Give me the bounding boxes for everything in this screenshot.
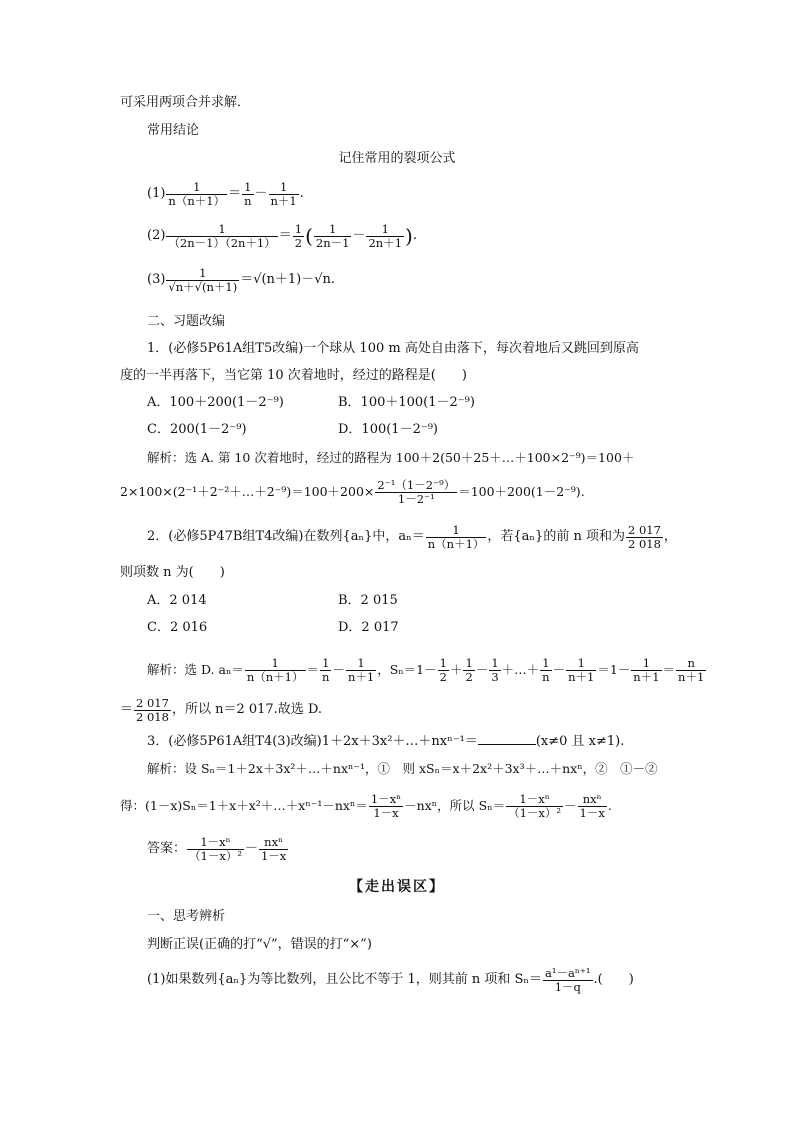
q1-solution-line2: 2×100×(2⁻¹＋2⁻²＋…＋2⁻⁹)＝100＋200× $\frac{\text{2⁻¹（1－2⁻⁹）}}{\text{1－2⁻¹}}$ ＝100＋200(1－2⁻⁹). [120, 477, 585, 506]
fraction: $\frac{1}{n(n+1)}$ [168, 179, 226, 208]
judge-instruction: 判断正误(正确的打“√”，错误的打“×”) [147, 937, 372, 952]
error-zone-heading: 【走出误区】 [349, 879, 445, 895]
fraction: $\frac{n}{n+1}$ [678, 655, 705, 684]
q3-answer: 答案： $\frac{\text{1－xⁿ}}{\text{（1－x）²}}$ － $\frac{\text{nxⁿ}}{1-x}$ [147, 834, 287, 863]
q2-line1: 2．(必修5P47B组T4改编)在数列{aₙ}中，aₙ＝ $\frac{1}{n(n+1)}$ ，若{aₙ}的前 n 项和为 $\frac{2 017}{2 018}$ ， [147, 522, 677, 551]
fraction: $\frac{1}{(2n-1)(2n+1)}$ [168, 221, 276, 250]
fraction: $\frac{1}{n}$ [322, 655, 330, 684]
section-exercises: 二、习题改编 [147, 314, 226, 329]
fraction: $\frac{1}{n(n+1)}$ [427, 522, 485, 551]
fraction: $\frac{\text{1－xⁿ}}{\text{（1－x）²}}$ [508, 791, 562, 820]
q2-option-a: A．2 014 [147, 593, 207, 608]
fraction: $\frac{1}{n+1}$ [347, 655, 375, 684]
fraction: $\frac{1}{2n+1}$ [368, 221, 403, 250]
formula-label: (2) [147, 228, 166, 243]
section-thinking: 一、思考辨析 [147, 909, 226, 924]
q2-option-c: C．2 016 [147, 620, 208, 635]
fraction: $\frac{1}{n+1}$ [270, 179, 297, 208]
fraction: $\frac{1}{2}$ [294, 221, 303, 250]
formula-label: (1) [147, 186, 166, 201]
q2-option-d: D．2 017 [338, 620, 399, 635]
common-conclusion-title: 常用结论 [147, 123, 200, 138]
answer-blank[interactable] [478, 732, 536, 745]
q2-solution-line1: 解析：选 D. aₙ＝ $\frac{1}{n(n+1)}$ ＝ $\frac{1}{n}$ － $\frac{1}{n+1}$ ， Sₙ＝1－ $\frac{1}{2}$ ＋ $\frac{1}{2}$ － $\frac{1}{3}$ ＋…＋ $\frac{1}{n}$ － $\frac{1}{n+1}$ ＝1－ $\frac{1}{n+1}$ ＝ $\frac{n}{n+1}$ [147, 655, 705, 684]
q1-solution-line1: 解析：选 A. 第 10 次着地时，经过的路程为 100＋2(50＋25＋…＋100×2⁻⁹)＝100＋ [147, 450, 635, 465]
fraction: $\frac{1}{√n+√(n+1)}$ [168, 265, 238, 294]
fraction: $\frac{1}{2}$ [439, 655, 447, 684]
formula-2: (2) $\frac{1}{(2n-1)(2n+1)}$ ＝ $\frac{1}{2}$ ( $\frac{1}{2n-1}$ － $\frac{1}{2n+1}$ ) . [147, 221, 417, 250]
fraction: $\frac{1}{2}$ [465, 655, 473, 684]
q1-line1: 1．(必修5P61A组T5改编)一个球从 100 m 高处自由落下，每次着地后又跳回到原高 [147, 341, 639, 356]
fraction: $\frac{\text{nxⁿ}}{1-x}$ [579, 791, 605, 820]
fraction: $\frac{1}{n+1}$ [568, 655, 595, 684]
fraction: $\frac{\text{2⁻¹（1－2⁻⁹）}}{\text{1－2⁻¹}}$ [377, 477, 456, 506]
intro-line: 可采用两项合并求解． [120, 95, 251, 110]
formula-label: (3) [147, 272, 166, 287]
fraction: $\frac{2 017}{2 018}$ [136, 695, 169, 724]
q1-line2: 度的一半再落下，当它第 10 次着地时，经过的路程是( ) [120, 368, 467, 383]
q3-solution-line2: 得：(1－x)Sₙ＝1＋x＋x²＋…＋xⁿ⁻¹－nxⁿ＝ $\frac{\text{1－xⁿ}}{1-x}$ －nxⁿ，所以 Sₙ＝ $\frac{\text{1－xⁿ}}{\text{（1－x）²}}$ － $\frac{\text{nxⁿ}}{1-x}$ . [120, 791, 612, 820]
fraction: $\frac{1}{2n-1}$ [315, 221, 350, 250]
q3-line1: 3．(必修5P61A组T4(3)改编)1＋2x＋3x²＋…＋nxⁿ⁻¹＝ (x≠0 且 x≠1). [147, 734, 625, 749]
q1-option-d: D．100(1－2⁻⁹) [338, 422, 438, 437]
fraction: $\frac{\text{1－xⁿ}}{\text{（1－x）²}}$ [189, 834, 242, 863]
fraction: $\frac{1}{n+1}$ [633, 655, 660, 684]
q1-option-a: A．100＋200(1－2⁻⁹) [147, 395, 284, 410]
fraction: $\frac{1}{3}$ [491, 655, 499, 684]
item-1: (1)如果数列{aₙ}为等比数列，且公比不等于 1，则其前 n 项和 Sₙ＝ $\frac{\text{a¹－aⁿ⁺¹}}{1-q}$ .( ) [147, 965, 634, 994]
fraction: $\frac{1}{n}$ [244, 179, 252, 208]
fraction: $\frac{1}{n}$ [542, 655, 550, 684]
formula-3: (3) $\frac{1}{√n+√(n+1)}$ ＝√(n＋1)－√n. [147, 265, 336, 294]
q1-option-c: C．200(1－2⁻⁹) [147, 422, 247, 437]
fraction: $\frac{\text{nxⁿ}}{1-x}$ [260, 834, 287, 863]
formula-title: 记住常用的裂项公式 [338, 151, 456, 166]
fraction: $\frac{\text{1－xⁿ}}{1-x}$ [370, 791, 402, 820]
formula-1: (1) $\frac{1}{n(n+1)}$ ＝ $\frac{1}{n}$ － $\frac{1}{n+1}$ . [147, 179, 304, 208]
q2-solution-line2: ＝ $\frac{2 017}{2 018}$ ，所以 n＝2 017.故选 D. [120, 695, 323, 724]
fraction: $\frac{\text{a¹－aⁿ⁺¹}}{1-q}$ [545, 965, 591, 994]
fraction: $\frac{2 017}{2 018}$ [627, 522, 661, 551]
fraction: $\frac{1}{n(n+1)}$ [246, 655, 304, 684]
q2-option-b: B．2 015 [338, 593, 398, 608]
q1-option-b: B．100＋100(1－2⁻⁹) [338, 395, 475, 410]
q2-line2: 则项数 n 为( ) [120, 565, 225, 580]
q3-solution-line1: 解析：设 Sₙ＝1＋2x＋3x²＋…＋nxⁿ⁻¹，① 则 xSₙ＝x＋2x²＋3x³＋…＋nxⁿ，② ①－② [147, 761, 658, 776]
